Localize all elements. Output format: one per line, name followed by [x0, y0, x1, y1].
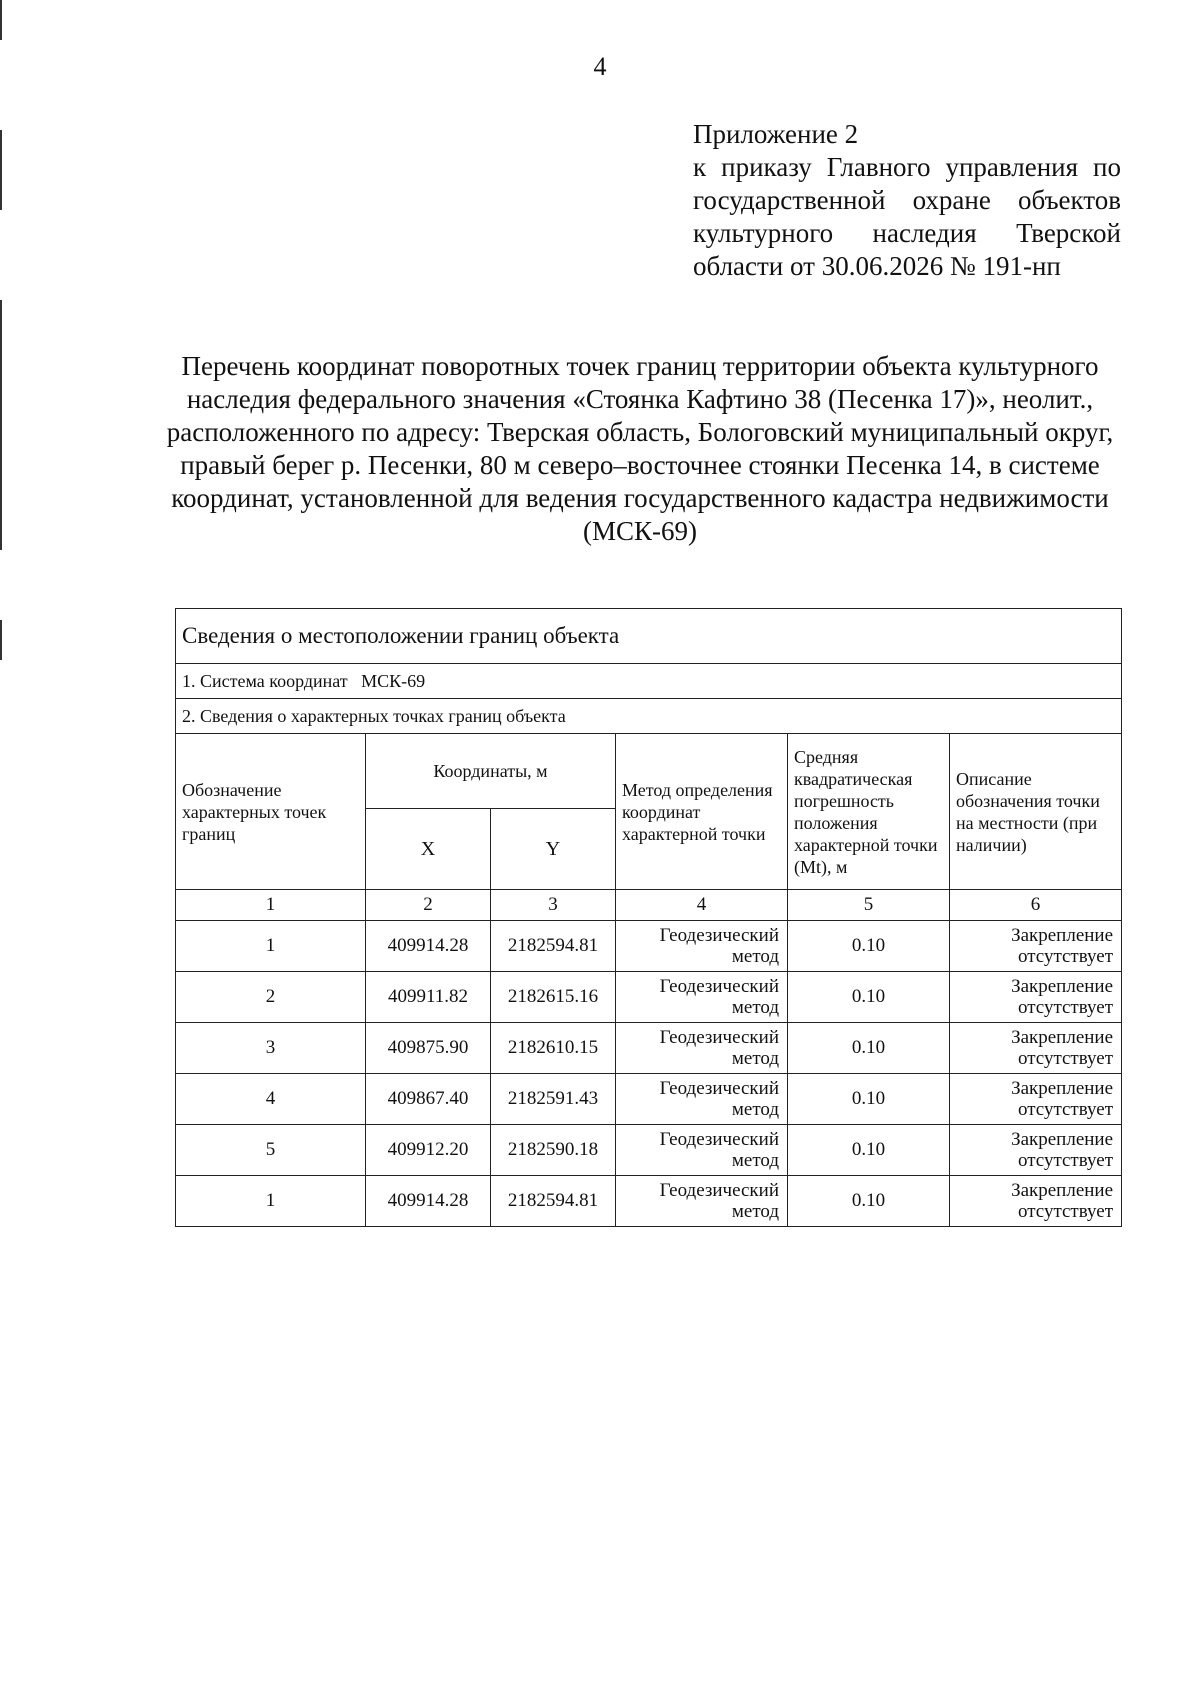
column-number: 2: [366, 890, 491, 921]
coordinates-table: [175, 608, 1122, 1227]
point-id: 5: [176, 1125, 366, 1176]
column-numbers-row: [176, 890, 1122, 921]
table-section-row: [176, 609, 1122, 664]
document-title: Перечень координат поворотных точек границ территории объекта культурного наследия федерального значения «Стоянка Кафтино 38 (Песенка 17)», неолит., расположенного по адресу: Тверская область, Бологовский муниципальный округ, правый берег р. Песенки, 80 м северо–восточнее стоянки Песенка 14, в системе координат, установленной для ведения государственного кадастра недвижимости (МСК-69): [166, 351, 1114, 546]
coord-y: 2182610.15: [491, 1023, 616, 1074]
error: 0.10: [788, 1023, 950, 1074]
description: Закрепление отсутствует: [950, 1176, 1122, 1227]
coord-x: 409914.28: [366, 921, 491, 972]
coord-x: 409867.40: [366, 1074, 491, 1125]
coord-y: 2182591.43: [491, 1074, 616, 1125]
error: 0.10: [788, 972, 950, 1023]
method: Геодезический метод: [616, 1074, 788, 1125]
column-number: 4: [616, 890, 788, 921]
column-number: 6: [950, 890, 1122, 921]
header-designation: Обозначение характерных точек границ: [176, 734, 366, 890]
table-row: [176, 921, 1122, 972]
table-row: [176, 1176, 1122, 1227]
description: Закрепление отсутствует: [950, 1023, 1122, 1074]
point-id: 1: [176, 1176, 366, 1227]
scan-edge-marks: [0, 0, 3, 1692]
coord-x: 409911.82: [366, 972, 491, 1023]
header-coordinates: Координаты, м: [366, 734, 616, 809]
description: Закрепление отсутствует: [950, 921, 1122, 972]
coord-y: 2182615.16: [491, 972, 616, 1023]
description: Закрепление отсутствует: [950, 972, 1122, 1023]
description: Закрепление отсутствует: [950, 1074, 1122, 1125]
method: Геодезический метод: [616, 921, 788, 972]
column-number: 3: [491, 890, 616, 921]
header-error: Средняя квадратическая погрешность положения характерной точки (Mt), м: [788, 734, 950, 890]
point-id: 4: [176, 1074, 366, 1125]
coord-y: 2182594.81: [491, 921, 616, 972]
coord-y: 2182590.18: [491, 1125, 616, 1176]
coord-x: 409914.28: [366, 1176, 491, 1227]
table-row: [176, 1125, 1122, 1176]
error: 0.10: [788, 1125, 950, 1176]
point-id: 3: [176, 1023, 366, 1074]
description: Закрепление отсутствует: [950, 1125, 1122, 1176]
table-row: [176, 1074, 1122, 1125]
points-title: 2. Сведения о характерных точках границ объекта: [176, 699, 1122, 734]
method: Геодезический метод: [616, 972, 788, 1023]
point-id: 1: [176, 921, 366, 972]
header-row-1: [176, 734, 1122, 809]
coord-system: 1. Система координат МСК-69: [176, 664, 1122, 699]
header-description: Описание обозначения точки на местности (при наличии): [950, 734, 1122, 890]
error: 0.10: [788, 1176, 950, 1227]
error: 0.10: [788, 1074, 950, 1125]
coord-system-row: [176, 664, 1122, 699]
method: Геодезический метод: [616, 1023, 788, 1074]
point-id: 2: [176, 972, 366, 1023]
coord-x: 409912.20: [366, 1125, 491, 1176]
coord-x: 409875.90: [366, 1023, 491, 1074]
appendix-text: к приказу Главного управления по государственной охране объектов культурного наследия Тверской области от 30.06.2026 № 191-нп: [693, 152, 1121, 281]
header-method: Метод определения координат характерной точки: [616, 734, 788, 890]
method: Геодезический метод: [616, 1125, 788, 1176]
appendix-title: Приложение 2: [693, 119, 859, 149]
section-title: Сведения о местоположении границ объекта: [176, 609, 1122, 664]
appendix-block: [693, 118, 1121, 283]
header-y: Y: [491, 809, 616, 890]
table-row: [176, 1023, 1122, 1074]
error: 0.10: [788, 921, 950, 972]
column-number: 1: [176, 890, 366, 921]
header-x: X: [366, 809, 491, 890]
page-number: 4: [593, 52, 607, 81]
table-row: [176, 972, 1122, 1023]
coord-y: 2182594.81: [491, 1176, 616, 1227]
column-number: 5: [788, 890, 950, 921]
points-title-row: [176, 699, 1122, 734]
method: Геодезический метод: [616, 1176, 788, 1227]
